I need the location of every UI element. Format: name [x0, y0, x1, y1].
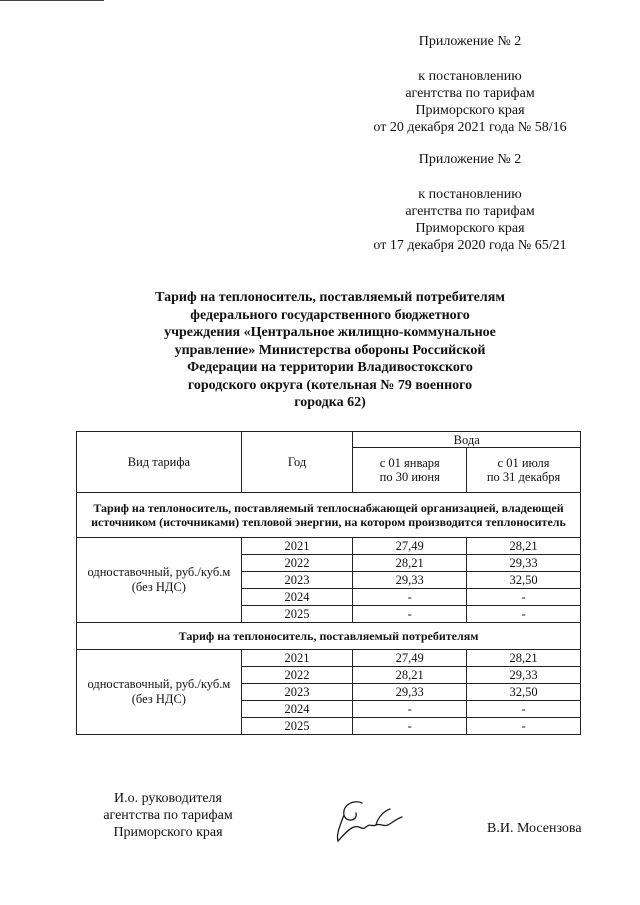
section-row [77, 623, 581, 650]
period-label: по 31 декабря [486, 470, 561, 484]
appendix-title: Приложение № 2 [418, 34, 522, 49]
title-line: учреждения «Центральное жилищно-коммунальное [164, 325, 496, 340]
value-cell: 29,33 [467, 667, 581, 684]
year-cell: 2021 [241, 538, 353, 555]
unit-note: (без НДС) [131, 692, 186, 706]
value-cell: 28,21 [467, 538, 581, 555]
appendix-line: агентства по тарифам [405, 204, 535, 219]
table-row [77, 650, 581, 667]
title-line: Федерации на территории Владивостокского [187, 360, 473, 375]
title-line: федерального государственного бюджетного [190, 307, 470, 323]
document-title [130, 289, 530, 412]
appendix-line: от 20 декабря 2021 года № 58/16 [373, 120, 567, 135]
value-cell: - [353, 701, 467, 718]
value-cell: 29,33 [353, 684, 467, 701]
title-line: городского округа (котельная № 79 военного [187, 377, 473, 393]
unit-label: одноставочный, руб./куб.м [87, 565, 231, 579]
header-period-2 [467, 448, 581, 493]
title-line: управление» Министерства обороны Российской [174, 342, 486, 358]
value-cell: 29,33 [353, 572, 467, 589]
table-row [77, 538, 581, 555]
value-cell: - [467, 606, 581, 623]
section-row [77, 493, 581, 538]
unit-label: одноставочный, руб./куб.м [87, 677, 231, 691]
scan-edge-mark [0, 0, 104, 1]
value-cell: - [467, 718, 581, 735]
appendix-line: Приморского края [415, 103, 525, 118]
section-title: Тариф на теплоноситель, поставляемый потребителям [77, 623, 581, 650]
value-cell: 27,49 [353, 650, 467, 667]
appendix-line: от 17 декабря 2020 года № 65/21 [373, 238, 567, 253]
signatory-name: В.И. Мосензова [487, 821, 582, 836]
position-line: Приморского края [113, 825, 223, 840]
appendix-line: агентства по тарифам [405, 86, 535, 101]
position-line: И.о. руководителя [113, 791, 222, 806]
appendix-title: Приложение № 2 [418, 152, 522, 167]
value-cell: 29,33 [467, 555, 581, 572]
period-label: с 01 июля [497, 456, 550, 470]
appendix-previous [360, 151, 580, 254]
title-line: городка 62) [294, 395, 366, 410]
value-cell: 28,21 [353, 667, 467, 684]
handwritten-signature [332, 797, 412, 845]
year-cell: 2023 [241, 572, 353, 589]
signatory-position [78, 790, 258, 841]
section-title: Тариф на теплоноситель, поставляемый теплоснабжающей организацией, владеющей источником (источниками) тепловой энергии, на котором производится теплоноситель [77, 493, 581, 538]
header-water: Вода [353, 432, 581, 448]
value-cell: - [467, 701, 581, 718]
value-cell: - [353, 589, 467, 606]
year-cell: 2025 [241, 718, 353, 735]
value-cell: 28,21 [467, 650, 581, 667]
year-cell: 2025 [241, 606, 353, 623]
appendix-current [360, 33, 580, 136]
unit-note: (без НДС) [131, 580, 186, 594]
year-cell: 2022 [241, 667, 353, 684]
value-cell: 27,49 [353, 538, 467, 555]
year-cell: 2023 [241, 684, 353, 701]
year-cell: 2024 [241, 701, 353, 718]
year-cell: 2022 [241, 555, 353, 572]
tariff-unit [77, 650, 242, 735]
period-label: по 30 июня [379, 470, 440, 484]
appendix-line: к постановлению [418, 187, 522, 202]
position-line: агентства по тарифам [103, 808, 233, 823]
appendix-line: Приморского края [415, 221, 525, 236]
value-cell: - [353, 718, 467, 735]
value-cell: - [353, 606, 467, 623]
period-label: с 01 января [379, 456, 440, 470]
header-year: Год [241, 432, 353, 493]
header-row [77, 432, 581, 448]
year-cell: 2024 [241, 589, 353, 606]
header-tariff-type: Вид тарифа [77, 432, 242, 493]
value-cell: 32,50 [467, 684, 581, 701]
header-period-1 [353, 448, 467, 493]
appendix-line: к постановлению [418, 69, 522, 84]
value-cell: - [467, 589, 581, 606]
year-cell: 2021 [241, 650, 353, 667]
value-cell: 28,21 [353, 555, 467, 572]
tariff-table [76, 431, 581, 735]
tariff-unit [77, 538, 242, 623]
value-cell: 32,50 [467, 572, 581, 589]
title-line: Тариф на теплоноситель, поставляемый потребителям [155, 290, 505, 305]
